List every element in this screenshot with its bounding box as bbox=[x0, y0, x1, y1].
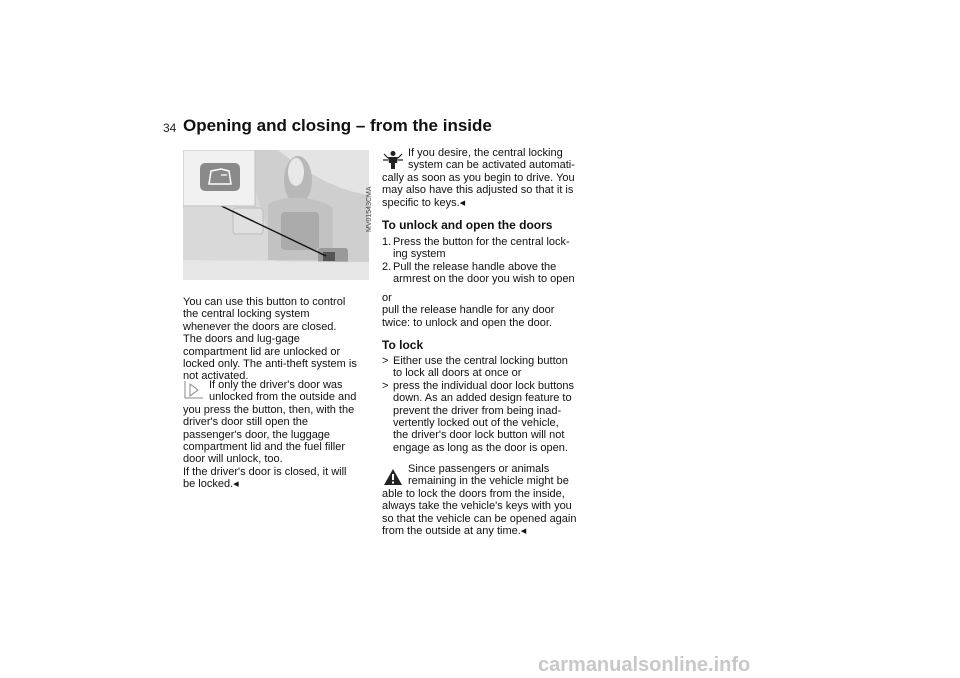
warning-body: able to lock the doors from the inside, always take the vehicle's keys with you so that the vehicle can be opened again from the outside at any time.◂ bbox=[382, 487, 577, 538]
warning-line-2: remaining in the vehicle might be bbox=[408, 475, 569, 488]
unlock-heading: To unlock and open the doors bbox=[382, 218, 553, 232]
tip-line-1: If you desire, the central locking bbox=[408, 147, 563, 159]
auto-lock-tip bbox=[382, 147, 577, 209]
or-text: pull the release handle for any door twice: to unlock and open the door. bbox=[382, 304, 555, 329]
note-body: you press the button, then, with the driver's door still open the passenger's door, the luggage compartment lid and the fuel filler door will unlock, too. bbox=[183, 403, 355, 466]
step-number: 1. bbox=[382, 236, 392, 248]
or-paragraph bbox=[382, 292, 577, 329]
tip-body: cally as soon as you begin to drive. You may also have this adjusted so that it is specific to keys.◂ bbox=[382, 171, 575, 209]
lock-bullet bbox=[382, 380, 577, 454]
console-photo bbox=[183, 150, 369, 280]
step-text: Press the button for the central lock-ing system bbox=[393, 236, 570, 261]
note-line-2: unlocked from the outside and bbox=[209, 391, 357, 404]
unlock-step bbox=[382, 236, 577, 261]
bullet-text: press the individual door lock buttons down. As an added design feature to prevent the driver from being inad-vertently locked out of the vehicle, the driver's door lock button will not engage as long as the door is open. bbox=[393, 379, 574, 454]
step-text: Pull the release handle above the armrest on the door you wish to open bbox=[393, 260, 575, 286]
site-watermark: carmanualsonline.info bbox=[538, 654, 751, 676]
unlock-step bbox=[382, 261, 577, 286]
bullet-mark: > bbox=[382, 355, 389, 367]
page-title: Opening and closing – from the inside bbox=[183, 116, 492, 135]
intro-paragraph: You can use this button to control the central locking system whenever the doors are closed. The doors and lug-gage compartment lid are unlocked or locked only. The anti-theft system is not activated. bbox=[183, 296, 357, 383]
driver-door-note bbox=[183, 379, 358, 491]
or-label: or bbox=[382, 292, 392, 304]
warning-note bbox=[382, 463, 577, 537]
step-number: 2. bbox=[382, 260, 392, 273]
note-end: If the driver's door is closed, it will be locked.◂ bbox=[183, 465, 347, 491]
unlock-steps bbox=[382, 236, 577, 286]
bullet-mark: > bbox=[382, 379, 389, 392]
tip-line-2: system can be activated automati- bbox=[408, 159, 575, 172]
lock-bullet bbox=[382, 355, 577, 380]
warning-line-1: Since passengers or animals bbox=[408, 463, 550, 475]
figure-code: MV01543CMA bbox=[366, 186, 373, 232]
lock-heading: To lock bbox=[382, 338, 424, 352]
page-number: 34 bbox=[163, 121, 177, 135]
note-line-1: If only the driver's door was bbox=[209, 379, 343, 391]
bullet-text: Either use the central locking button to lock all doors at once or bbox=[393, 355, 568, 380]
console-illustration bbox=[183, 150, 369, 280]
lock-bullets bbox=[382, 355, 577, 454]
